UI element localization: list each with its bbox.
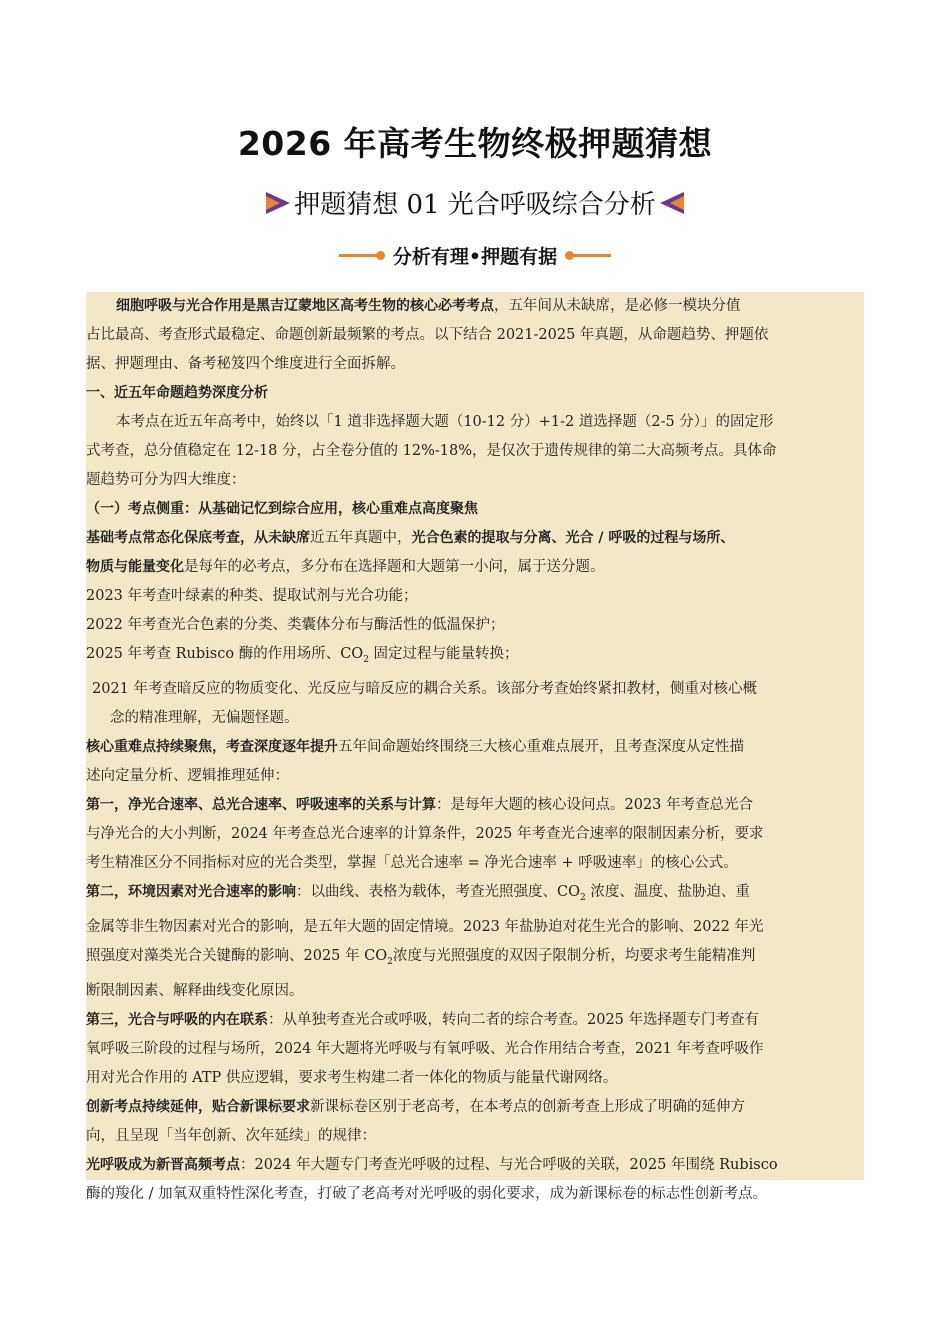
p6-line-1	[86, 1151, 864, 1180]
section-heading-1: 一、近五年命题趋势深度分析	[86, 385, 268, 401]
page-title: 2026 年高考生物终极押题猜想	[237, 124, 713, 163]
f3-line-1	[86, 1006, 864, 1035]
p3-bold-1: 基础考点常态化保底考查，从未缺席	[86, 530, 310, 546]
content-body	[86, 292, 864, 1202]
p2-line-1: 本考点在近五年高考中，始终以「1 道非选择题大题（10-12 分）+1-2 道选择题（2-5 分）」的固定形	[116, 414, 774, 430]
f1-text-1: ：是每年大题的核心设问点。2023 年考查总光合	[436, 796, 754, 813]
p2-line-3: 题趋势可分为四大维度：	[86, 472, 246, 488]
intro-line-3: 据、押题理由、备考秘笈四个维度进行全面拆解。	[86, 356, 405, 372]
f2-text-3b: 浓度与光照强度的双因子限制分析，均要求考生能精准判	[392, 947, 756, 964]
right-arrow-icon	[266, 192, 290, 214]
tagline-right-rule	[569, 254, 611, 257]
f2-text-1a: ：以曲线、表格为载体，考查光照强度、CO	[296, 883, 580, 900]
year-2023-line: 2023 年考查叶绿素的种类、提取试剂与光合功能；	[86, 588, 418, 604]
p4-text-1: 五年间命题始终围绕三大核心重难点展开，且考查深度从定性描	[338, 738, 744, 755]
p3-bold-3: 物质与能量变化	[86, 559, 184, 575]
left-arrow-icon	[660, 192, 684, 214]
tagline-text: 分析有理•押题有据	[392, 246, 558, 268]
year-2021-line-2: 念的精准理解，无偏题怪题。	[110, 709, 299, 726]
f3-bold: 第三，光合与呼吸的内在联系	[86, 1011, 268, 1028]
p4-line-2: 述向定量分析、逻辑推理延伸：	[86, 767, 289, 784]
p6-line-2: 酶的羧化 / 加氧双重特性深化考查，打破了老高考对光呼吸的弱化要求，成为新课标卷的标志性创新考点。	[86, 1185, 768, 1202]
f3-line-3: 用对光合作用的 ATP 供应逻辑，要求考生构建二者一体化的物质与能量代谢网络。	[86, 1069, 618, 1086]
year-2022-line: 2022 年考查光合色素的分类、类囊体分布与酶活性的低温保护；	[86, 617, 505, 633]
p3-text-2: 是每年的必考点，多分布在选择题和大题第一小问，属于送分题。	[184, 559, 605, 575]
f2-text-1b: 浓度、温度、盐胁迫、重	[585, 883, 750, 900]
p6-bold: 光呼吸成为新晋高频考点	[86, 1156, 240, 1173]
year-2025-text-b: 固定过程与能量转换；	[373, 646, 519, 662]
co2-subscript: 2	[579, 892, 586, 903]
tagline	[0, 242, 950, 269]
p5-bold: 创新考点持续延伸，贴合新课标要求	[86, 1098, 310, 1115]
co2-subscript: 2	[387, 956, 393, 967]
p5-text-1: 新课标卷区别于老高考，在本考点的创新考查上形成了明确的延伸方	[310, 1098, 745, 1115]
p4-line-1	[86, 733, 864, 762]
f2-text-3a: 照强度对藻类光合关键酶的影响、2025 年 CO	[86, 947, 388, 964]
tagline-left-rule	[339, 254, 381, 257]
p3-text-1: 近五年真题中，	[310, 530, 412, 546]
f2-line-3	[86, 942, 864, 977]
f2-line-1	[86, 878, 864, 913]
f1-bold: 第一，净光合速率、总光合速率、呼吸速率的关系与计算	[86, 796, 436, 813]
f3-text-1: ：从单独考查光合或呼吸，转向二者的综合考查。2025 年选择题专门考查有	[268, 1011, 760, 1028]
intro-line-2: 占比最高、考查形式最稳定、命题创新最频繁的考点。以下结合 2021-2025 年真题，从命题趋势、押题依	[86, 327, 769, 343]
intro-text: ，五年间从未缺席，是必修一模块分值	[494, 298, 741, 314]
year-2021-line-1: 2021 年考查暗反应的物质变化、光反应与暗反应的耦合关系。该部分考查始终紧扣教材，侧重对核心概	[92, 680, 758, 697]
page-subtitle	[0, 184, 950, 221]
p2-line-2: 式考查，总分值稳定在 12-18 分，占全卷分值的 12%-18%，是仅次于遗传规律的第二大高频考点。具体命	[86, 443, 777, 459]
f2-line-4: 断限制因素、解释曲线变化原因。	[86, 982, 304, 999]
subsection-heading-1: （一）考点侧重：从基础记忆到综合应用，核心重难点高度聚焦	[86, 501, 478, 517]
f1-line-3: 考生精准区分不同指标对应的光合类型，掌握「总光合速率 = 净光合速率 + 呼吸速率」的核心公式。	[86, 854, 738, 871]
p5-line-1	[86, 1093, 864, 1122]
p3-line-1	[86, 524, 864, 553]
f3-line-2: 氧呼吸三阶段的过程与场所，2024 年大题将光呼吸与有氧呼吸、光合作用结合考查，2021 年考查呼吸作	[86, 1040, 764, 1057]
intro-line-1	[86, 292, 864, 321]
p3-line-2	[86, 553, 864, 582]
year-2025-line	[86, 640, 864, 675]
intro-bold: 细胞呼吸与光合作用是黑吉辽蒙地区高考生物的核心必考考点	[116, 298, 494, 314]
f2-line-2: 金属等非生物因素对光合的影响，是五年大题的固定情境。2023 年盐胁迫对花生光合的影响、2022 年光	[86, 918, 764, 935]
year-2025-text-a: 2025 年考查 Rubisco 酶的作用场所、CO	[86, 646, 364, 662]
p4-bold: 核心重难点持续聚焦，考查深度逐年提升	[86, 738, 338, 755]
f2-bold: 第二，环境因素对光合速率的影响	[86, 883, 296, 900]
co2-subscript: 2	[363, 654, 369, 665]
subtitle-text: 押题猜想 01 光合呼吸综合分析	[294, 190, 656, 220]
f1-line-2: 与净光合的大小判断，2024 年考查总光合速率的计算条件，2025 年考查光合速率的限制因素分析，要求	[86, 825, 764, 842]
p5-line-2: 向，且呈现「当年创新、次年延续」的规律：	[86, 1127, 376, 1144]
f1-line-1	[86, 791, 864, 820]
p3-bold-2: 光合色素的提取与分离、光合 / 呼吸的过程与场所、	[411, 530, 735, 546]
p6-text-1: ：2024 年大题专门考查光呼吸的过程、与光合呼吸的关联，2025 年围绕 Rubisco	[240, 1156, 778, 1173]
